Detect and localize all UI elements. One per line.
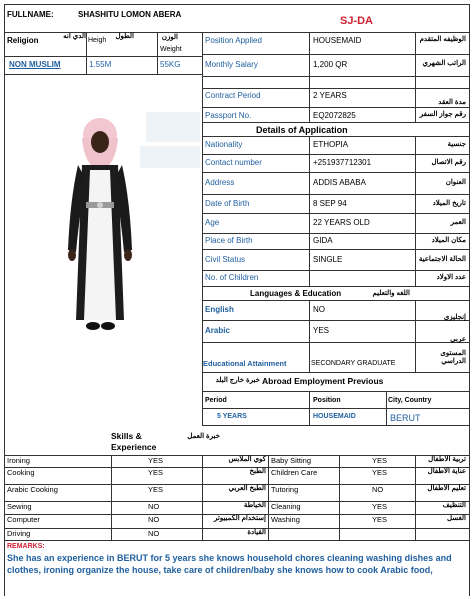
row-divider	[202, 194, 470, 195]
detail-value: 22 YEARS OLD	[313, 218, 370, 227]
abroad-country-value: BERUT	[390, 413, 421, 423]
passport-label: Passport No.	[205, 111, 252, 120]
arabic-label: Arabic	[205, 326, 230, 335]
detail-label-ar: الحالة الاجتماعية	[418, 255, 466, 263]
monthly-salary-value: 1,200 QR	[313, 60, 348, 69]
skill-value: YES	[148, 468, 164, 477]
skill-label-ar: تربية الاطفال	[428, 456, 466, 463]
skill-value: NO	[372, 485, 384, 494]
detail-value: +251937712301	[313, 158, 372, 167]
agency-code: SJ-DA	[340, 15, 374, 27]
row-divider	[202, 213, 470, 214]
detail-label-ar: العمر	[450, 219, 466, 226]
contract-period-value: 2 YEARS	[313, 91, 347, 100]
skill-label-ar: الغسل	[446, 515, 466, 522]
skill-label: Driving	[7, 529, 31, 538]
detail-value: ADDIS ABABA	[313, 178, 366, 187]
skill-label: Computer	[7, 515, 40, 524]
detail-label-ar: العنوان	[445, 179, 466, 186]
skill-label-ar: الطبخ العربي	[228, 485, 266, 492]
skill-value: YES	[372, 502, 388, 511]
detail-label: Date of Birth	[205, 198, 250, 208]
skill-value: NO	[148, 529, 160, 538]
arabic-ar: عربي	[450, 336, 466, 343]
row-divider	[202, 249, 470, 250]
applicant-photo	[0, 110, 200, 350]
skills-title: Skills & Experience	[111, 431, 157, 452]
contract-period-ar: مدة العقد	[438, 99, 466, 106]
skill-label: Ironing	[7, 456, 30, 465]
abroad-period-value: 5 YEARS	[217, 413, 247, 420]
row-divider	[202, 233, 470, 234]
detail-label: Nationality	[205, 140, 243, 149]
skill-label: Sewing	[7, 502, 32, 511]
monthly-salary-label: Monthly Salary	[205, 60, 258, 69]
detail-value: ETHOPIA	[313, 140, 349, 149]
skills-column-line	[268, 455, 269, 540]
detail-label: No. of Children	[205, 273, 259, 282]
height-value: 1.55M	[89, 60, 112, 69]
detail-label-ar: جنسية	[447, 141, 466, 148]
height-label: Heigh	[88, 37, 107, 44]
skill-label-ar: تعليم الاطفال	[427, 485, 466, 492]
skill-label: Tutoring	[271, 485, 299, 494]
row-divider	[202, 270, 470, 271]
skill-value: NO	[148, 515, 160, 524]
weight-value: 55KG	[160, 60, 181, 69]
detail-value: GIDA	[313, 236, 333, 245]
detail-label-ar: تاريخ الميلاد	[432, 199, 466, 207]
abroad-title: Abroad Employment Previous	[262, 376, 384, 386]
skill-label: Baby Sitting	[271, 456, 312, 465]
passport-ar: رقم جواز السفر	[419, 111, 466, 118]
skill-label: Cleaning	[271, 502, 301, 511]
skill-label: Washing	[271, 515, 300, 524]
education-label: Educational Attainment	[203, 359, 287, 368]
arabic-value: YES	[313, 326, 330, 335]
detail-label: Contact number	[205, 158, 262, 167]
skills-title-ar: خبرة العمل	[187, 433, 220, 440]
skill-value: YES	[372, 456, 388, 465]
abroad-period-header: Period	[205, 397, 227, 404]
remarks-text: She has an experience in BERUT for 5 years she knows household chores cleaning washing dishes and clothes, ironing organize the house, take care of children/baby she knows how to cook Arabic food,	[7, 553, 452, 575]
languages-title-ar: اللغه والتعليم	[372, 290, 410, 297]
contract-period-label: Contract Period	[205, 91, 261, 100]
abroad-position-header: Position	[313, 397, 341, 404]
fullname-value: SHASHITU LOMON ABERA	[78, 10, 182, 19]
religion-label: Religion	[7, 36, 39, 45]
detail-value: SINGLE	[313, 254, 343, 264]
education-ar: المستوى الدراسي	[440, 350, 466, 365]
skill-label-ar: عناية الاطفال	[427, 468, 466, 475]
weight-label: Weight	[160, 46, 182, 53]
detail-label-ar: مكان الميلاد	[431, 237, 466, 244]
languages-title: Languages & Education	[250, 289, 342, 298]
detail-label-ar: رقم الاتصال	[431, 159, 466, 166]
skill-label-ar: إستخدام الكمبيوتر	[214, 515, 266, 522]
english-value: NO	[313, 305, 325, 314]
detail-label-ar: عدد الاولاد	[436, 274, 466, 281]
skill-label-ar: الطبخ	[249, 468, 266, 475]
position-applied-value: HOUSEMAID	[313, 36, 362, 45]
religion-value: NON MUSLIM	[9, 60, 61, 69]
education-value: SECONDARY GRADUATE	[311, 360, 396, 367]
skill-label-ar: التنظيف	[442, 502, 466, 509]
religion-label-ar: الدي انه	[63, 33, 86, 40]
position-applied-ar: الوظيفه المتقدم	[419, 36, 466, 43]
detail-label: Age	[205, 218, 220, 227]
row-divider	[202, 154, 470, 155]
fullname-label: FULLNAME:	[7, 10, 54, 19]
skill-label: Cooking	[7, 468, 35, 477]
skill-label-ar: القيادة	[247, 529, 266, 536]
details-title: Details of Application	[256, 125, 348, 135]
skill-value: YES	[372, 515, 388, 524]
weight-label-ar: الوزن	[161, 34, 178, 41]
border-top	[4, 4, 470, 5]
english-ar: إنجليزي	[443, 314, 466, 321]
skill-value: YES	[148, 485, 164, 494]
skill-label-ar: كوي الملابس	[228, 456, 266, 463]
detail-label: Place of Birth	[205, 236, 253, 245]
skills-column-line	[339, 455, 340, 540]
detail-label: Civil Status	[205, 254, 246, 264]
height-label-ar: الطول	[115, 33, 134, 40]
abroad-country-header: City, Country	[388, 397, 432, 404]
monthly-salary-ar: الراتب الشهري	[422, 60, 466, 67]
skill-value: NO	[148, 502, 160, 511]
row-divider	[202, 172, 470, 173]
skill-value: YES	[372, 468, 388, 477]
abroad-title-ar: خبرة خارج البلد	[215, 377, 260, 384]
skill-value: YES	[148, 456, 164, 465]
skill-label-ar: الخياطة	[243, 502, 266, 509]
skill-label: Arabic Cooking	[7, 485, 58, 494]
skill-label: Children Care	[271, 468, 318, 477]
abroad-position-value: HOUSEMAID	[313, 413, 356, 420]
english-label: English	[205, 305, 234, 314]
skills-column-line	[111, 455, 112, 540]
passport-value: EQ2072825	[313, 111, 356, 120]
remarks-label: REMARKS:	[7, 543, 45, 550]
detail-value: 8 SEP 94	[313, 198, 347, 208]
detail-label: Address	[205, 178, 235, 187]
position-applied-label: Position Applied	[205, 36, 262, 45]
